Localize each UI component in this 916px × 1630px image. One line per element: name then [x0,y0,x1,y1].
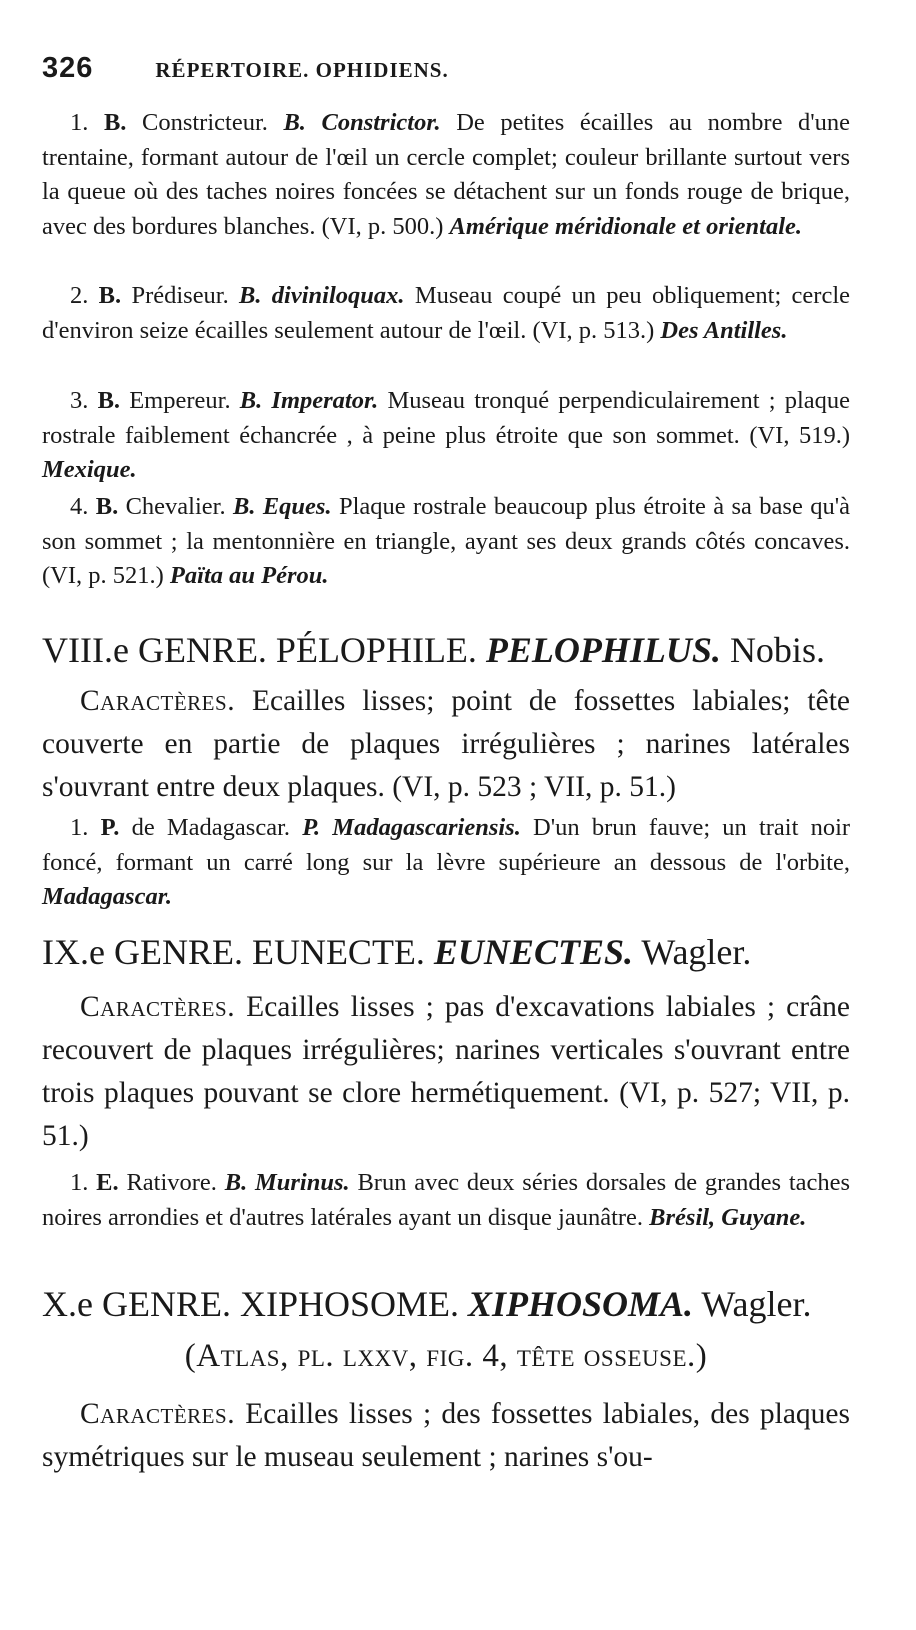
atlas-reference-line [42,1334,850,1378]
entry-genus-abbr: B. [103,109,127,136]
entry-genus-abbr: B. [95,493,119,520]
genus-characters-pelophile [42,680,850,809]
genus-latin-name: XIPHOSOMA. [468,1284,694,1324]
entry-locality: Mexique. [42,456,137,483]
entry-reference: (VI, p. 513.) [532,316,655,344]
characters-text: Ecailles lisses ; des fossettes labiales, des plaques symétriques sur le museau seulement ; narines s'ou- [42,1398,850,1473]
entry-genus-abbr: P. [100,814,120,841]
running-title: RÉPERTOIRE. OPHIDIENS. [155,58,449,82]
characters-label: Caractères. [80,991,236,1023]
genus-author: Wagler. [641,932,752,972]
entry-common-name: Constricteur. [142,109,268,136]
entry-description: Plaque rostrale beaucoup plus étroite à sa base qu'à son sommet ; la mentonnière en triangle, ayant ses deux grands côtés concaves. [42,493,850,555]
entry-latin-name: B. Eques. [232,493,332,520]
entry-latin-name: P. Madagascariensis. [302,814,521,841]
genus-author: Wagler. [701,1284,812,1324]
entry-number: 1. [70,814,89,841]
genus-heading-text: X.e GENRE. XIPHOSOME. [42,1284,459,1324]
entry-description: Museau tronqué perpendiculairement ; plaque rostrale faiblement échancrée , à peine plus étroite que son sommet. [42,387,851,449]
entry-locality: Madagascar. [42,883,173,910]
characters-text: Ecailles lisses; point de fossettes labiales; tête couverte en partie de plaques irrégulières ; narines latérales s'ouvrant entre deux plaques. (VI, p. 523 ; VII, p. 51.) [42,685,851,803]
species-entry-4-chevalier [42,490,850,594]
genus-heading-text: IX.e GENRE. EUNECTE. [42,932,425,972]
entry-number: 2. [70,282,89,309]
genus-author: Nobis. [729,630,825,670]
entry-reference: (VI, 519.) [749,421,851,449]
entry-latin-name: B. diviniloquax. [239,282,405,309]
entry-number: 4. [70,493,89,520]
entry-reference: (VI, p. 521.) [42,562,164,589]
running-header [42,52,802,96]
page-number: 326 [42,52,94,84]
genus-latin-name: EUNECTES. [433,932,633,972]
entry-latin-name: B. Constrictor. [283,109,441,136]
entry-locality: Amérique méridionale et orientale. [449,212,803,240]
entry-common-name: Chevalier. [125,493,226,520]
species-entry-2-prediseur [42,279,850,348]
entry-latin-name: B. Imperator. [239,387,379,414]
species-entry-pelophile-madagascar [42,811,850,915]
entry-description: Brun avec deux séries dorsales de grandes taches noires arrondies et d'autres latérales ayant un disque jaunâtre. [42,1169,851,1231]
characters-label: Caractères. [80,1398,236,1430]
species-entry-1-constricteur [42,106,850,244]
entry-description: De petites écailles au nombre d'une trentaine, formant autour de l'œil un cercle complet; couleur brillante surtout vers la queue où des taches noires foncées se détachent sur un fonds rouge de brique, avec des bordures blanches. [42,109,851,240]
entry-locality: Brésil, Guyane. [649,1203,807,1231]
genus-characters-eunecte [42,986,850,1158]
species-entry-3-empereur [42,384,850,488]
genus-latin-name: PELOPHILUS. [485,630,721,670]
species-entry-eunecte-rativore [42,1166,850,1235]
entry-genus-abbr: B. [97,387,121,414]
entry-genus-abbr: E. [96,1169,119,1196]
entry-genus-abbr: B. [98,282,122,309]
genus-heading-eunecte [42,930,862,974]
entry-reference: (VI, p. 500.) [321,212,444,240]
entry-number: 1. [70,109,89,136]
entry-description: Museau coupé un peu obliquement; cercle d'environ seize écailles seulement autour de l'œil. [42,282,851,344]
entry-description: D'un brun fauve; un trait noir foncé, formant un carré long sur la lèvre supérieure an dessous de l'orbite, [42,814,851,876]
characters-label: Caractères. [80,685,236,717]
characters-text: Ecailles lisses ; pas d'excavations labiales ; crâne recouvert de plaques irrégulières; narines verticales s'ouvrant entre trois plaques pouvant se clore hermétiquement. (VI, p. 527; VII, p. 51.) [42,991,851,1152]
genus-characters-xiphosome [42,1393,850,1479]
entry-number: 3. [70,387,89,414]
entry-common-name: Prédiseur. [131,282,229,309]
entry-number: 1. [70,1169,89,1196]
genus-heading-xiphosome [42,1282,862,1326]
entry-common-name: de Madagascar. [131,814,291,841]
genus-heading-text: VIII.e GENRE. PÉLOPHILE. [42,630,477,670]
entry-latin-name: B. Murinus. [224,1169,350,1196]
atlas-reference-text: (Atlas, pl. lxxv, fig. 4, tête osseuse.) [184,1338,708,1374]
entry-locality: Des Antilles. [660,316,788,344]
genus-heading-pelophile [42,628,862,672]
entry-common-name: Empereur. [129,387,231,414]
entry-locality: Païta au Pérou. [169,562,329,589]
entry-common-name: Rativore. [126,1169,217,1196]
